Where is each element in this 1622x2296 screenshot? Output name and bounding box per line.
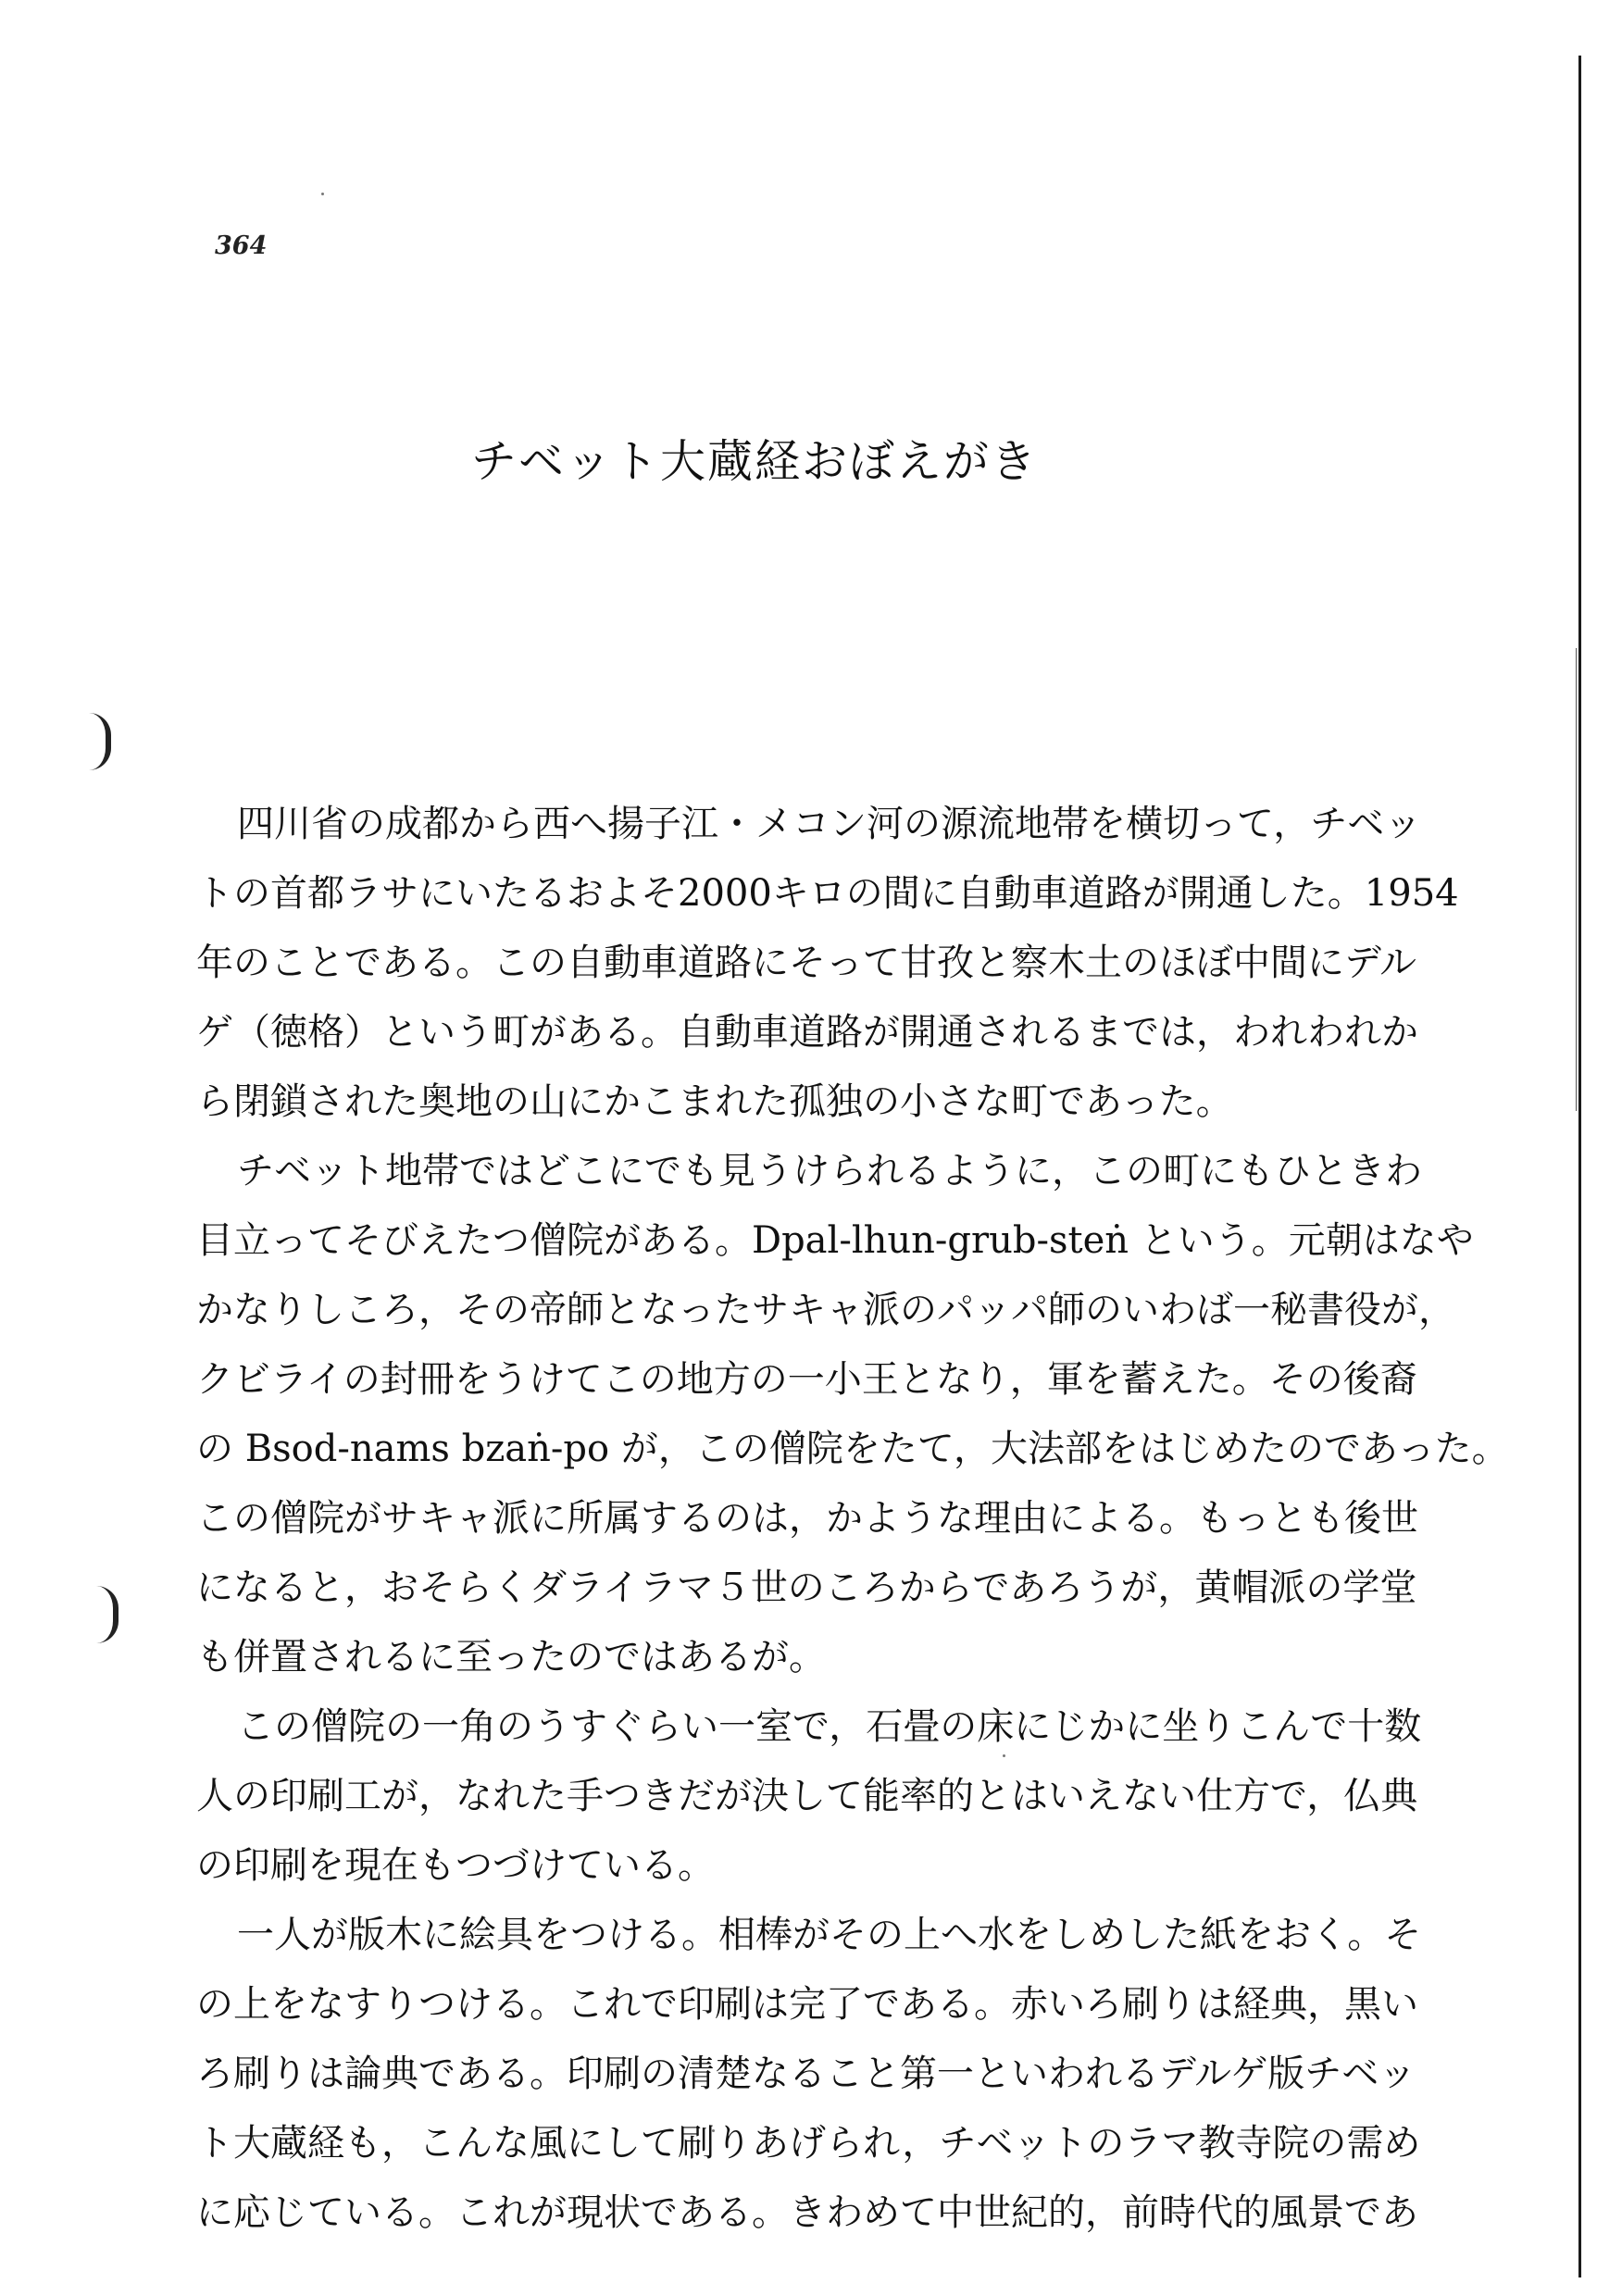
- chapter-title: チベット大蔵経おぼえがき: [470, 435, 1038, 488]
- text-line: かなりしころ，その帝師となったサキャ派のパッパ師のいわば一秘書役が，: [196, 1289, 1455, 1331]
- binding-hole-mark-lower: [96, 1586, 119, 1643]
- text-line: この僧院の一角のうすぐらい一室で，石畳の床にじかに坐りこんで十数: [237, 1705, 1422, 1748]
- page-number: 364: [215, 231, 268, 260]
- text-line: の Bsod-nams bzaṅ-po が，この僧院をたて，大法部をはじめたのであった。: [196, 1428, 1509, 1470]
- text-line: 一人が版木に絵具をつける。相棒がその上へ水をしめした紙をおく。そ: [237, 1914, 1422, 1956]
- text-line: この僧院がサキャ派に所属するのは，かような理由による。もっとも後世: [196, 1497, 1418, 1540]
- text-line: も併置されるに至ったのではあるが。: [196, 1636, 826, 1678]
- text-line: に応じている。これが現状である。きわめて中世紀的，前時代的風景であ: [196, 2191, 1418, 2234]
- text-line: になると，おそらくダライラマ５世のころからであろうが，黄帽派の学堂: [196, 1566, 1417, 1609]
- text-line: 年のことである。この自動車道路にそって甘孜と察木土のほぼ中間にデル: [196, 942, 1416, 984]
- paragraph: [196, 1901, 1422, 2248]
- text-line: ゲ（徳格）という町がある。自動車道路が開通されるまでは，われわれか: [196, 1011, 1418, 1054]
- paragraph: [196, 790, 1459, 1137]
- text-line: 人の印刷工が，なれた手つきだが決して能率的とはいえない仕方で，仏典: [196, 1775, 1418, 1817]
- body-text: [196, 790, 1509, 2248]
- text-line: の上をなすりつける。これで印刷は完了である。赤いろ刷りは経典，黒い: [196, 1983, 1418, 2026]
- text-line: クビライの封冊をうけてこの地方の一小王となり，軍を蓄えた。その後裔: [196, 1358, 1417, 1401]
- text-line: ろ刷りは論典である。印刷の清楚なること第一といわれるデルゲ版チベッ: [196, 2053, 1416, 2095]
- text-line: の印刷を現在もつづけている。: [196, 1844, 715, 1887]
- text-line: 目立ってそびえたつ僧院がある。Dpal-lhun-grub-steṅ という。元朝はなや: [196, 1219, 1474, 1262]
- paragraph: [196, 1692, 1422, 1901]
- text-line: ら閉鎖された奥地の山にかこまれた孤独の小さな町であった。: [196, 1080, 1233, 1123]
- scan-edge-shadow: [1576, 648, 1577, 1111]
- scan-speck: [321, 193, 324, 195]
- text-line: チベット地帯ではどこにでも見うけられるように，この町にもひときわ: [237, 1150, 1422, 1192]
- text-line: ト大蔵経も，こんな風にして刷りあげられ，チベットのラマ教寺院の需め: [196, 2122, 1421, 2165]
- binding-hole-mark-upper: [89, 713, 111, 770]
- paragraph: [196, 1137, 1509, 1692]
- scan-edge-rule: [1578, 56, 1581, 2277]
- text-line: 四川省の成都から西へ揚子江・メコン河の源流地帯を横切って，チベッ: [237, 803, 1422, 845]
- text-line: トの首都ラサにいたるおよそ2000キロの間に自動車道路が開通した。1954: [196, 872, 1459, 915]
